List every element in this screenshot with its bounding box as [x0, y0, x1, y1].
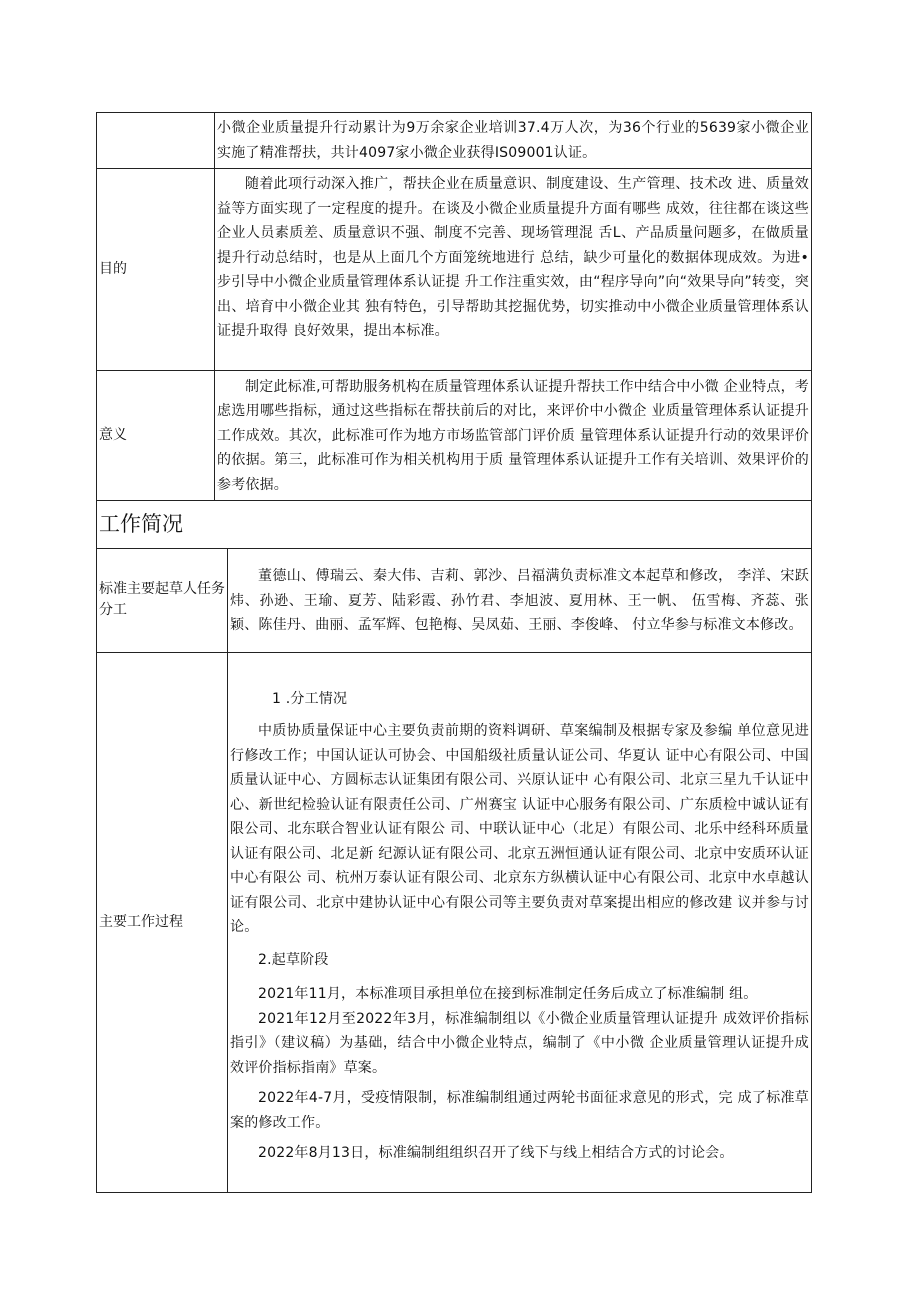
drafters-label: 标准主要起草人任务分工 [97, 549, 228, 653]
top-table [96, 112, 812, 549]
purpose-label: 目的 [97, 169, 215, 371]
process-row [97, 652, 812, 1192]
process-label: 主要工作过程 [97, 652, 228, 1192]
work-overview-row [97, 501, 812, 549]
process-text-cell [228, 652, 812, 1192]
bottom-table [96, 548, 812, 1193]
significance-text: 制定此标准,可帮助服务机构在质量管理体系认证提升帮扶工作中结合中小微 企业特点，考虑选用哪些指标，通过这些指标在帮扶前后的对比，来评价中小微企 业质量管理体系认证提升工作成效。其次，此标准可作为地方市场监管部门评价质 量管理体系认证提升行动的效果评价的依据。第三，此标准可作为相关机构用于质 量管理体系认证提升工作有关培训、效果评价的参考依据。 [217, 378, 809, 493]
intro-row [97, 113, 812, 169]
process-paragraph-3: 2022年4-7月，受疫情限制，标准编制组通过两轮书面征求意见的形式，完 成了标准草案的修改工作。 [230, 1090, 809, 1131]
process-item1-title: 1 .分工情况 [272, 690, 348, 707]
significance-row [97, 370, 812, 501]
intro-label-cell [97, 113, 215, 169]
process-paragraph-4: 2022年8月13日，标准编制组组织召开了线下与线上相结合方式的讨论会。 [258, 1145, 734, 1161]
significance-text-cell [215, 370, 812, 501]
drafters-text: 董德山、傅瑞云、秦大伟、吉莉、郭沙、吕福满负责标准文本起草和修改， 李洋、宋跃炜、孙逊、王瑜、夏芳、陆彩霞、孙竹君、李旭波、夏用林、王一帆、 伍雪梅、齐蕊、张颖、陈佳丹、曲丽、孟军辉、包艳梅、吴凤茹、王丽、李俊峰、 付立华参与标准文本修改。 [230, 568, 809, 633]
drafters-row [97, 549, 812, 653]
intro-continuation-text: 小微企业质量提升行动累计为9万余家企业培训37.4万人次，为36个行业的5639家小微企业实施了精准帮扶，共计4097家小微企业获得IS09001认证。 [217, 120, 809, 161]
process-item1-text: 中质协质量保证中心主要负责前期的资料调研、草案编制及根据专家及参编 单位意见进行修改工作；中国认证认可协会、中国船级社质量认证公司、华夏认 证中心有限公司、中国质量认证中心、方圆标志认证集团有限公司、兴原认证中 心有限公司、北京三星九千认证中心、新世纪检验认证有限责任公司、广州赛宝 认证中心服务有限公司、广东质检中诚认证有限公司、北东联合智业认证有限公 司、中联认证中心（北足）有限公司、北乐中经科环质量认证有限公司、北足新 纪源认证有限公司、北京五洲恒通认证有限公司、北京中安质环认证中心有限公 司、杭州万泰认证有限公司、北京东方纵横认证中心有限公司、北京中水卓越认 证有限公司、北京中建协认证中心有限公司等主要负责对草案提出相应的修改建 议并参与讨论。 [230, 723, 809, 935]
purpose-text-cell [215, 169, 812, 371]
process-top-gap [230, 661, 809, 687]
process-item2-title: 2.起草阶段 [258, 951, 329, 968]
drafters-text-cell [228, 549, 812, 653]
document-page [96, 112, 811, 1193]
purpose-text: 随着此项行动深入推广，帮扶企业在质量意识、制度建设、生产管理、技术改 进、质量效益等方面实现了一定程度的提升。在谈及小微企业质量提升方面有哪些 成效，往往都在谈这些企业人员素质差、质量意识不强、制度不完善、现场管理混 舌L、产品质量问题多，在做质量提升行动总结时，也是从上面几个方面笼统地进行 总结，缺少可量化的数据体现成效。为进•步引导中小微企业质量管理体系认证提 升工作注重实效，由“程序导向”向“效果导向”转变，突出、培育中小微企业其 独有特色，引导帮助其挖掘优势，切实推动中小微企业质量管理体系认证提升取得 良好效果，提出本标准。 [217, 176, 809, 339]
purpose-row [97, 169, 812, 371]
work-overview-title: 工作简况 [97, 501, 812, 549]
process-paragraph-1: 2021年11月，本标准项目承担单位在接到标准制定任务后成立了标准编制 组。 [258, 986, 758, 1002]
process-paragraph-2: 2021年12月至2022年3月，标准编制组以《小微企业质量管理认证提升 成效评价指标指引》（建议稿）为基础，结合中小微企业特点，编制了《中小微 企业质量管理认证提升成效评价指标指南》草案。 [230, 1010, 809, 1076]
significance-label: 意义 [97, 370, 215, 501]
intro-text-cell [215, 113, 812, 169]
